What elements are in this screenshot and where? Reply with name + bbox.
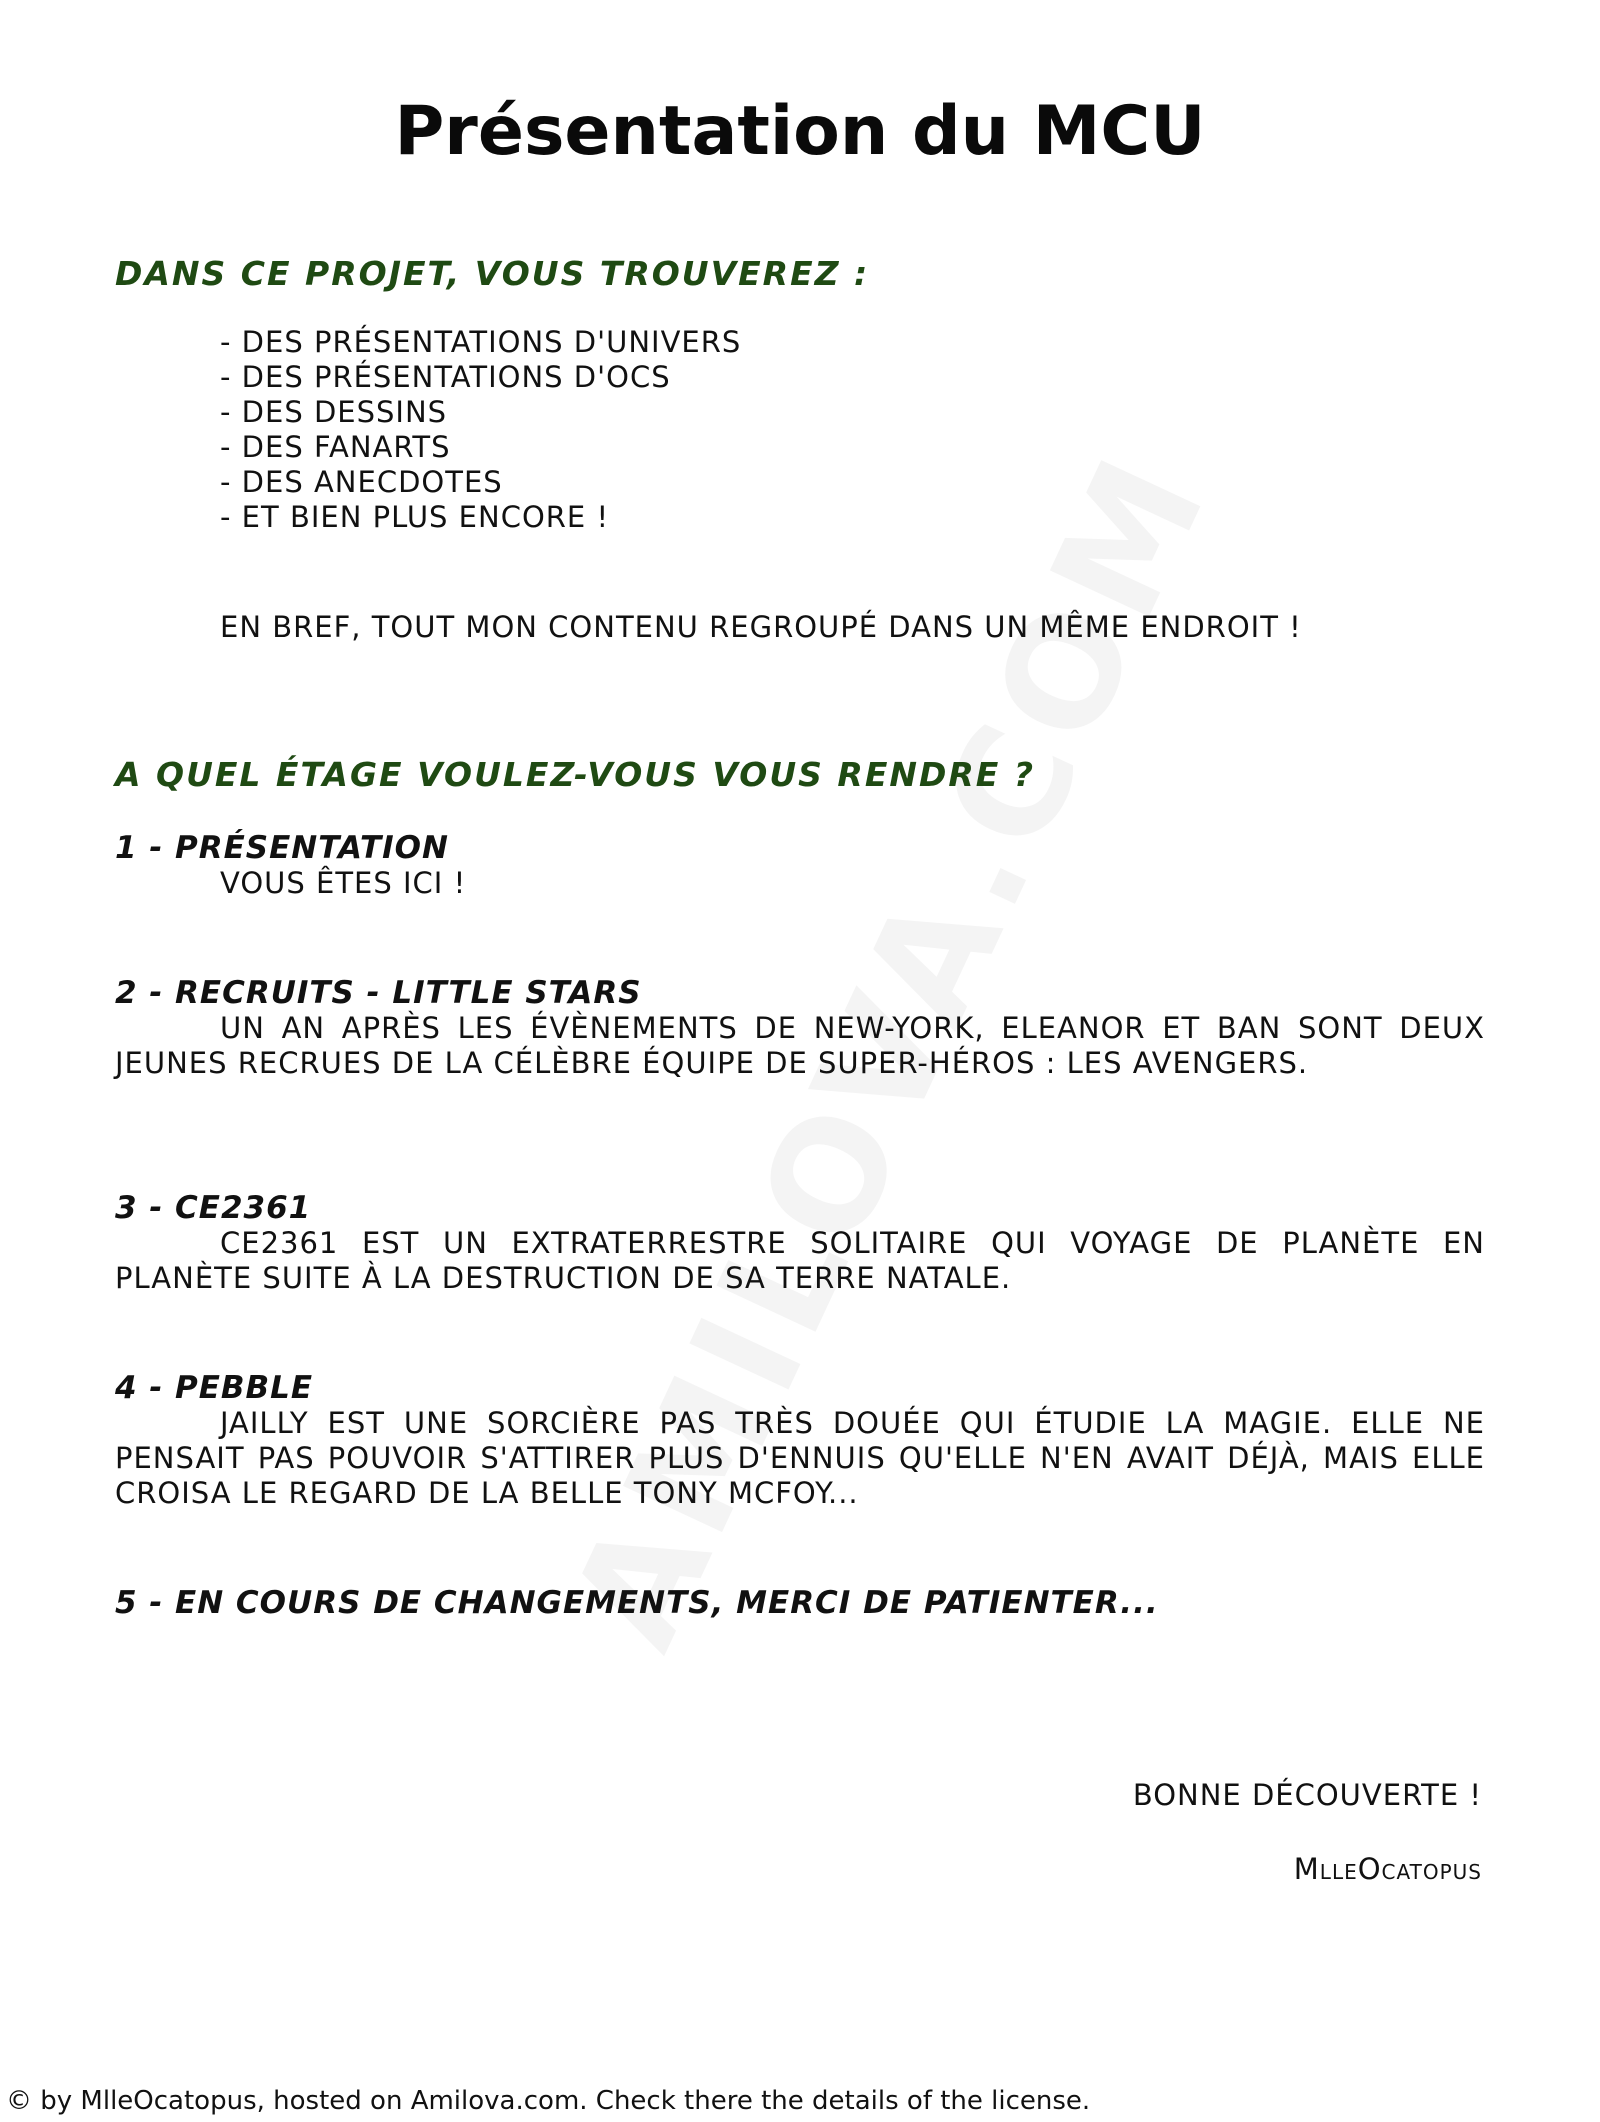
summary-text: EN BREF, TOUT MON CONTENU REGROUPÉ DANS UN MÊME ENDROIT ! [220, 610, 1302, 644]
list-item: - DES ANECDOTES [220, 465, 503, 499]
list-item: - DES DESSINS [220, 395, 448, 429]
floor-description: UN AN APRÈS LES ÉVÈNEMENTS DE NEW-YORK, ELEANOR ET BAN SONT DEUX JEUNES RECRUES DE LA CÉLÈBRE ÉQUIPE DE SUPER-HÉROS : LES AVENGERS. [115, 1011, 1485, 1080]
floor-entry-1 [115, 830, 1485, 901]
floor-entry-4 [115, 1370, 1485, 1511]
floor-description: JAILLY EST UNE SORCIÈRE PAS TRÈS DOUÉE QUI ÉTUDIE LA MAGIE. ELLE NE PENSAIT PAS POUVOIR S'ATTIRER PLUS D'ENNUIS QU'ELLE N'EN AVAIT DÉJÀ, MAIS ELLE CROISA LE REGARD DE LA BELLE TONY MCFOY... [115, 1406, 1485, 1510]
signoff-text: BONNE DÉCOUVERTE ! [1132, 1778, 1482, 1812]
section-heading-floors: A QUEL ÉTAGE VOULEZ-VOUS VOUS RENDRE ? [115, 755, 1035, 794]
floor-title: 4 - PEBBLE [115, 1370, 314, 1406]
list-item: - ET BIEN PLUS ENCORE ! [220, 500, 610, 534]
floor-entry-5 [115, 1585, 1485, 1621]
author-signature: MlleOcatopus [1293, 1852, 1482, 1886]
license-footer: © by MlleOcatopus, hosted on Amilova.com. Check there the details of the license. [6, 2086, 1091, 2116]
content-list [220, 325, 741, 535]
floor-title: 3 - CE2361 [115, 1190, 312, 1226]
section-heading-project: DANS CE PROJET, VOUS TROUVEREZ : [115, 254, 870, 293]
list-item: - DES PRÉSENTATIONS D'UNIVERS [220, 325, 742, 359]
floor-description: CE2361 EST UN EXTRATERRESTRE SOLITAIRE QUI VOYAGE DE PLANÈTE EN PLANÈTE SUITE À LA DESTRUCTION DE SA TERRE NATALE. [115, 1226, 1485, 1295]
page-title: Présentation du MCU [394, 92, 1206, 171]
floor-entry-3 [115, 1190, 1485, 1296]
list-item: - DES PRÉSENTATIONS D'OCS [220, 360, 671, 394]
floor-description: VOUS ÊTES ICI ! [220, 866, 467, 900]
floor-entry-2 [115, 975, 1485, 1081]
floor-title: 1 - PRÉSENTATION [115, 830, 449, 866]
floor-title: 2 - RECRUITS - LITTLE STARS [115, 975, 642, 1011]
list-item: - DES FANARTS [220, 430, 451, 464]
floor-title: 5 - EN COURS DE CHANGEMENTS, MERCI DE PATIENTER... [115, 1585, 1159, 1621]
